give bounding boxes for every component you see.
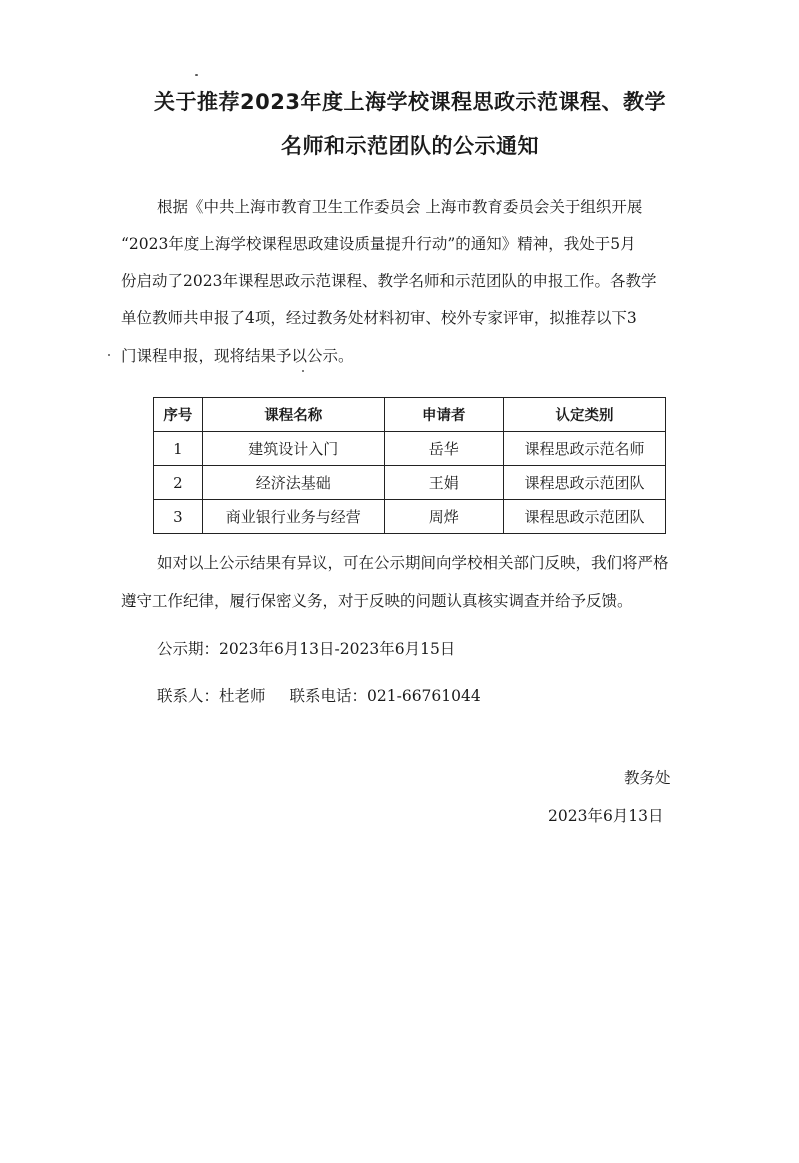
table-row <box>154 500 666 534</box>
header-index: 序号 <box>154 398 203 432</box>
table-row <box>154 432 666 466</box>
cell-category: 课程思政示范名师 <box>503 432 665 466</box>
cell-category: 课程思政示范团队 <box>503 466 665 500</box>
intro-line-2: “2023年度上海学校课程思政建设质量提升行动”的通知》精神，我处于5月 <box>121 235 636 253</box>
intro-line-1: 根据《中共上海市教育卫生工作委员会 上海市教育委员会关于组织开展 <box>157 198 643 216</box>
header-applicant: 申请者 <box>384 398 503 432</box>
cell-applicant: 周烨 <box>384 500 503 534</box>
cell-course-name: 建筑设计入门 <box>202 432 384 466</box>
cell-index: 1 <box>154 432 203 466</box>
notice-title-line-1: 关于推荐2023年度上海学校课程思政示范课程、教学 <box>154 90 666 114</box>
contact-phone: 联系电话：021-66761044 <box>289 687 481 705</box>
intro-line-5: 门课程申报，现将结果予以公示。 <box>121 347 354 365</box>
table-header-row <box>154 398 666 432</box>
scan-speck <box>302 370 304 372</box>
scan-speck <box>108 354 110 356</box>
intro-line-3: 份启动了2023年课程思政示范课程、教学名师和示范团队的申报工作。各教学 <box>121 272 657 290</box>
notice-title-line-2: 名师和示范团队的公示通知 <box>281 134 539 158</box>
objection-line-1: 如对以上公示结果有异议，可在公示期间向学校相关部门反映，我们将严格 <box>157 554 669 572</box>
contact-person: 联系人：杜老师 <box>157 687 266 705</box>
contact-info <box>157 684 717 706</box>
cell-index: 2 <box>154 466 203 500</box>
results-table <box>153 397 666 534</box>
scan-speck <box>195 74 198 76</box>
table-row <box>154 466 666 500</box>
cell-course-name: 经济法基础 <box>202 466 384 500</box>
cell-category: 课程思政示范团队 <box>503 500 665 534</box>
objection-line-2: 遵守工作纪律，履行保密义务，对于反映的问题认真核实调查并给予反馈。 <box>121 592 633 610</box>
publicity-period: 公示期：2023年6月13日-2023年6月15日 <box>157 640 456 658</box>
intro-line-4: 单位教师共申报了4项，经过教务处材料初审、校外专家评审，拟推荐以下3 <box>121 309 637 327</box>
cell-applicant: 岳华 <box>384 432 503 466</box>
cell-applicant: 王娟 <box>384 466 503 500</box>
cell-course-name: 商业银行业务与经营 <box>202 500 384 534</box>
issuer-signature: 教务处 <box>624 769 671 787</box>
header-category: 认定类别 <box>503 398 665 432</box>
cell-index: 3 <box>154 500 203 534</box>
issue-date: 2023年6月13日 <box>548 807 664 825</box>
header-course-name: 课程名称 <box>202 398 384 432</box>
